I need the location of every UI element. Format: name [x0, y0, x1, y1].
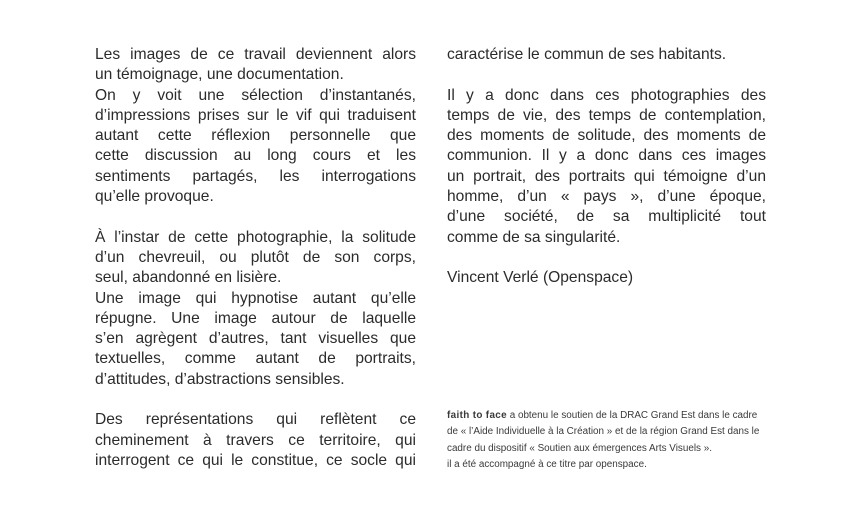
text-line: cheminement à travers ce territoire, qui [95, 431, 416, 449]
author-signature [447, 268, 766, 288]
paragraph-left-3 [95, 410, 416, 471]
text-line: comme de sa singularité. [447, 228, 621, 246]
text-line: cette discussion au long cours et les [95, 147, 416, 165]
text-line: À l’instar de cette photographie, la solitude [95, 228, 416, 246]
credits-line-3: cadre du dispositif « Soutien aux émergences Arts Visuels ». [447, 442, 712, 454]
text-line: autant cette réflexion personnelle que [95, 127, 416, 145]
credits-block [447, 408, 772, 473]
text-column-right [447, 45, 766, 289]
paragraph-left-2 [95, 228, 416, 390]
credits-line-1 [447, 408, 772, 424]
text-line: répugne. Une image autour de laquelle [95, 309, 416, 327]
text-line: s’en agrègent d’autres, tant visuelles que [95, 330, 416, 348]
text-line: un témoignage, une documentation. [95, 66, 344, 84]
text-line: seul, abandonné en lisière. [95, 269, 282, 287]
text-line: caractérise le commun de ses habitants. [447, 46, 727, 63]
text-line: d’impressions prises sur le vif qui traduisent [95, 106, 416, 124]
text-line: homme, d’un « pays », d’une époque, [447, 188, 766, 206]
text-line: interrogent ce qui le constitue, ce socle qui [95, 451, 416, 469]
text-line: Les images de ce travail deviennent alors [95, 46, 416, 63]
text-line: textuelles, comme autant de portraits, [95, 350, 416, 368]
text-column-left [95, 45, 416, 471]
text-line: d’une société, de sa multiplicité tout [447, 208, 766, 226]
signature-line: Vincent Verlé (Openspace) [447, 269, 634, 287]
text-line: des moments de solitude, des moments de [447, 127, 766, 145]
paragraph-spacer [447, 65, 766, 85]
text-line: sentiments partagés, les interrogations [95, 167, 416, 185]
paragraph-left-1 [95, 45, 416, 207]
paragraph-right-1 [447, 45, 766, 65]
text-line: temps de vie, des temps de contemplation, [447, 106, 766, 124]
credits-line-1-rest: a obtenu le soutien de la DRAC Grand Est dans le cadre [506, 410, 758, 421]
paragraph-right-2 [447, 86, 766, 248]
project-name: faith to face [447, 410, 507, 421]
paragraph-spacer [447, 248, 766, 268]
credits-line-2: de « l’Aide Individuelle à la Création » et de la région Grand Est dans le [447, 426, 760, 438]
text-line: On y voit une sélection d’instantanés, [95, 86, 416, 104]
paragraph-spacer [95, 390, 416, 410]
text-line: communion. Il y a donc dans ces images [447, 147, 766, 165]
text-line: un portrait, des portraits qui témoigne d’un [447, 167, 766, 185]
text-line: Il y a donc dans ces photographies des [447, 86, 766, 104]
text-line: Des représentations qui reflètent ce [95, 411, 416, 429]
paragraph-spacer [95, 207, 416, 227]
text-line: d’un chevreuil, ou plutôt de son corps, [95, 248, 416, 266]
text-line: d’attitudes, d’abstractions sensibles. [95, 370, 345, 388]
text-line: Une image qui hypnotise autant qu’elle [95, 289, 416, 307]
text-line: qu’elle provoque. [95, 188, 214, 206]
credits-line-4: il a été accompagné à ce titre par openspace. [447, 458, 647, 470]
